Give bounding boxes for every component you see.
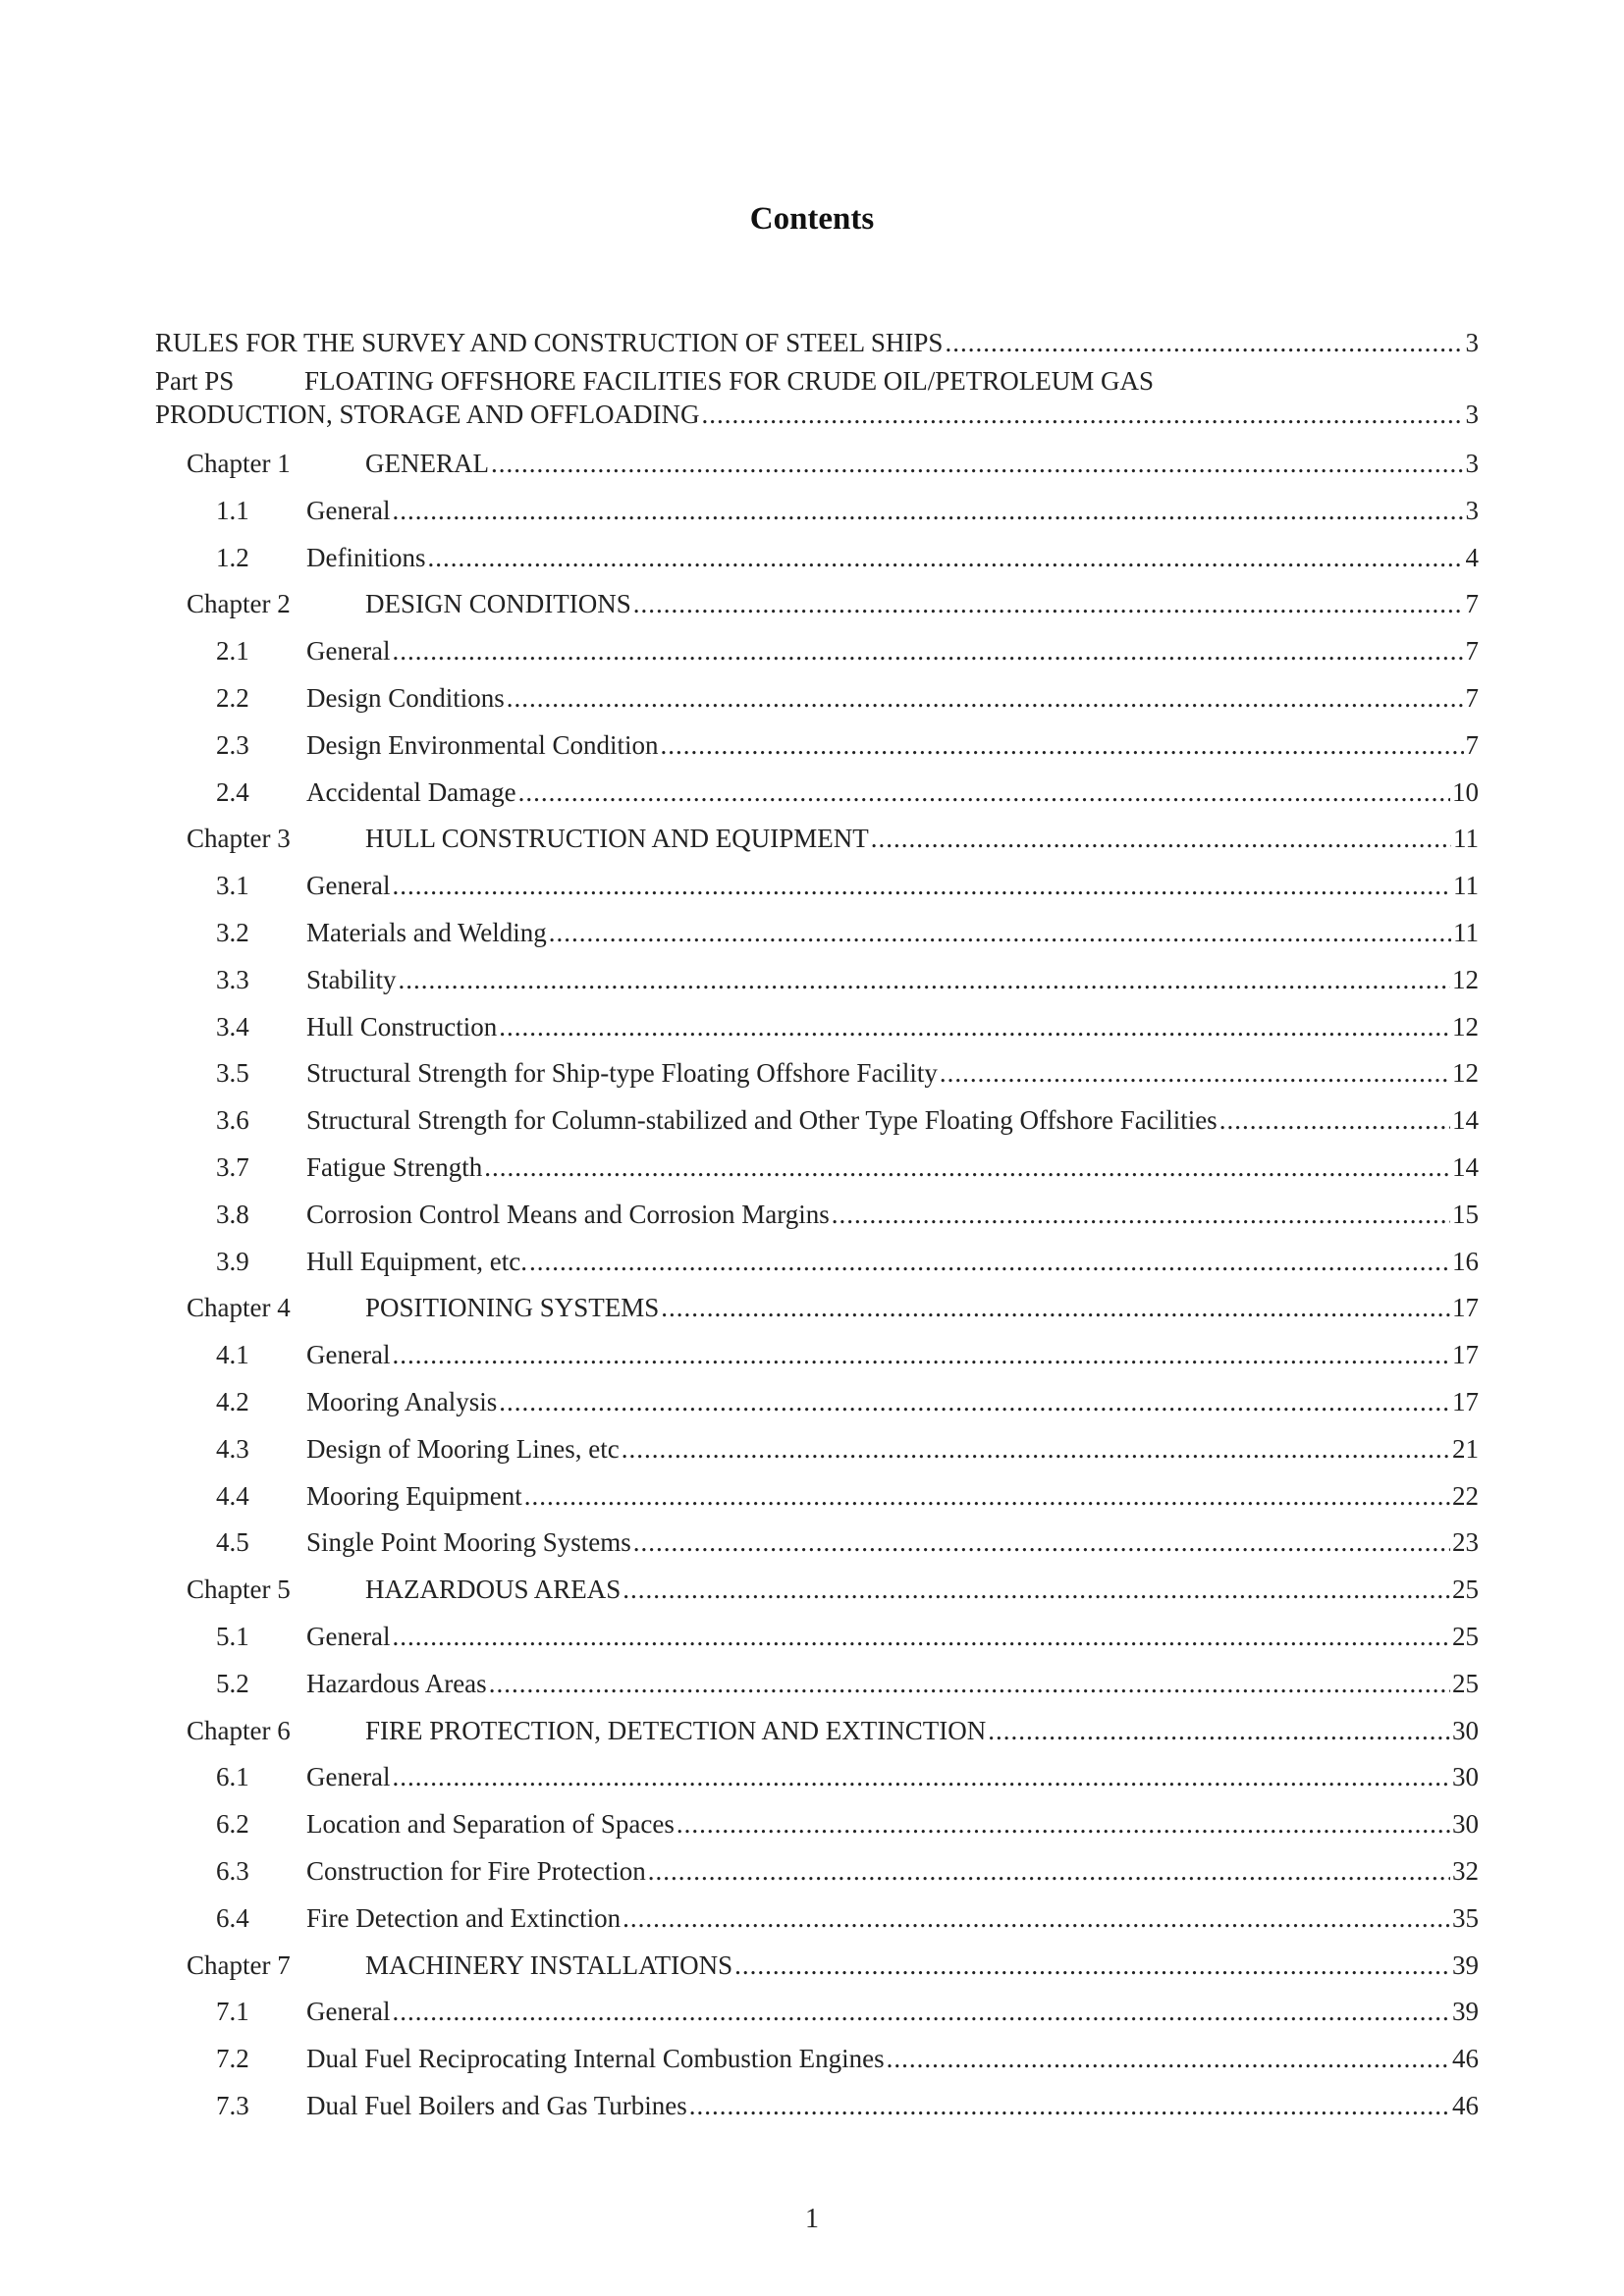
toc-entry-page: 22 bbox=[1452, 1481, 1479, 1511]
toc-entry-number: Chapter 1 bbox=[187, 449, 291, 478]
toc-entry-title: General bbox=[306, 636, 391, 666]
toc-section-entry[interactable] bbox=[216, 1148, 1479, 1187]
toc-section-entry[interactable] bbox=[216, 1804, 1479, 1843]
leader-dots bbox=[648, 1851, 1450, 1891]
toc-entry-number: 1.2 bbox=[216, 543, 249, 572]
toc-entry-title: Design of Mooring Lines, etc bbox=[306, 1434, 620, 1464]
toc-entry-page: 17 bbox=[1452, 1293, 1479, 1322]
toc-section-entry[interactable] bbox=[216, 1429, 1479, 1468]
toc-entry-number: 3.7 bbox=[216, 1152, 249, 1182]
toc-section-entry[interactable] bbox=[216, 866, 1479, 905]
toc-entry-number: Chapter 3 bbox=[187, 824, 291, 853]
toc-entry-number: 2.2 bbox=[216, 683, 249, 713]
toc-entry-number: 3.4 bbox=[216, 1012, 249, 1041]
leader-dots bbox=[633, 1522, 1450, 1562]
toc-entry-title: HAZARDOUS AREAS bbox=[365, 1575, 622, 1604]
toc-entry-title: General bbox=[306, 496, 391, 525]
toc-section-entry[interactable] bbox=[216, 1100, 1479, 1140]
toc-entry-page: 3 bbox=[1465, 496, 1479, 525]
toc-entry-title: Hazardous Areas bbox=[306, 1669, 487, 1698]
toc-section-entry[interactable] bbox=[216, 1522, 1479, 1562]
leader-dots bbox=[399, 960, 1450, 999]
toc-entry-number: 4.3 bbox=[216, 1434, 249, 1464]
leader-dots bbox=[832, 1195, 1450, 1234]
toc-entry-number: 6.3 bbox=[216, 1856, 249, 1886]
toc-section-entry[interactable] bbox=[216, 1476, 1479, 1516]
toc-entry-page: 46 bbox=[1452, 2091, 1479, 2120]
toc-entry-number: 7.1 bbox=[216, 1997, 249, 2026]
leader-dots bbox=[677, 1804, 1450, 1843]
toc-entry-number: 3.2 bbox=[216, 918, 249, 947]
leader-dots bbox=[689, 2086, 1450, 2125]
toc-entry-page: 25 bbox=[1452, 1622, 1479, 1651]
leader-dots bbox=[623, 1570, 1450, 1609]
toc-entry-number: Chapter 4 bbox=[187, 1293, 291, 1322]
toc-entry-page: 30 bbox=[1452, 1809, 1479, 1839]
toc-chapter-entry[interactable] bbox=[187, 1570, 1479, 1609]
toc-entry-page: 25 bbox=[1452, 1669, 1479, 1698]
toc-entry-title: Structural Strength for Column-stabilized and Other Type Floating Offshore Facilities bbox=[306, 1105, 1218, 1135]
leader-dots bbox=[518, 773, 1450, 812]
toc-entry-page: 3 bbox=[1465, 328, 1479, 357]
toc-entry-title: MACHINERY INSTALLATIONS bbox=[365, 1950, 733, 1980]
toc-entry-number: 6.4 bbox=[216, 1903, 249, 1933]
toc-entry-number: 7.3 bbox=[216, 2091, 249, 2120]
toc-entry-page: 17 bbox=[1452, 1387, 1479, 1416]
toc-entry-page: 16 bbox=[1452, 1247, 1479, 1276]
leader-dots bbox=[660, 725, 1463, 765]
toc-entry-number: 6.2 bbox=[216, 1809, 249, 1839]
toc-entry-number: 1.1 bbox=[216, 496, 249, 525]
leader-dots bbox=[633, 584, 1464, 623]
toc-entry-title: Hull Equipment, etc. bbox=[306, 1247, 527, 1276]
toc-entry-title: RULES FOR THE SURVEY AND CONSTRUCTION OF STEEL SHIPS bbox=[155, 328, 944, 357]
toc-section-entry[interactable] bbox=[216, 1664, 1479, 1703]
toc-entry-number: Chapter 5 bbox=[187, 1575, 291, 1604]
toc-entry-number: 4.4 bbox=[216, 1481, 249, 1511]
toc-entry-title: General bbox=[306, 1622, 391, 1651]
toc-section-entry[interactable] bbox=[216, 1757, 1479, 1796]
toc-entry-page: 7 bbox=[1465, 730, 1479, 760]
toc-entry-page: 39 bbox=[1452, 1997, 1479, 2026]
toc-entry-title: Mooring Equipment bbox=[306, 1481, 522, 1511]
toc-entry-page: 17 bbox=[1452, 1340, 1479, 1369]
toc-section-entry[interactable] bbox=[216, 1007, 1479, 1046]
toc-section-entry[interactable] bbox=[216, 1335, 1479, 1374]
toc-section-entry[interactable] bbox=[216, 725, 1479, 765]
toc-section-entry[interactable] bbox=[216, 1898, 1479, 1938]
part-title-line1: FLOATING OFFSHORE FACILITIES FOR CRUDE OIL/PETROLEUM GAS bbox=[304, 366, 1155, 396]
toc-entry-number: 7.2 bbox=[216, 2044, 249, 2073]
toc-entry-title: Design Conditions bbox=[306, 683, 505, 713]
toc-entry-title: Materials and Welding bbox=[306, 918, 547, 947]
toc-entry-page: 30 bbox=[1452, 1762, 1479, 1791]
toc-entry-page: 15 bbox=[1452, 1200, 1479, 1229]
toc-entry-page: 25 bbox=[1452, 1575, 1479, 1604]
leader-dots bbox=[499, 1007, 1450, 1046]
toc-entry-title: General bbox=[306, 871, 391, 900]
leader-dots bbox=[392, 1617, 1450, 1656]
toc-entry-title: Dual Fuel Reciprocating Internal Combustion Engines bbox=[306, 2044, 885, 2073]
toc-section-entry[interactable] bbox=[216, 631, 1479, 670]
leader-dots bbox=[392, 631, 1463, 670]
toc-entry-number: 2.4 bbox=[216, 777, 249, 807]
leader-dots bbox=[524, 1476, 1450, 1516]
toc-entry-page: 39 bbox=[1452, 1950, 1479, 1980]
toc-entry-title: General bbox=[306, 1340, 391, 1369]
leader-dots bbox=[623, 1898, 1450, 1938]
toc-entry-number: 2.3 bbox=[216, 730, 249, 760]
toc-entry-title: Structural Strength for Ship-type Floating Offshore Facility bbox=[306, 1058, 938, 1088]
toc-entry-page: 12 bbox=[1452, 965, 1479, 994]
toc-entry-page: 21 bbox=[1452, 1434, 1479, 1464]
toc-entry-number: Chapter 2 bbox=[187, 589, 291, 618]
toc-entry-page: 3 bbox=[1465, 449, 1479, 478]
leader-dots bbox=[988, 1711, 1450, 1750]
toc-entry-title: Construction for Fire Protection bbox=[306, 1856, 646, 1886]
toc-entry-title: Mooring Analysis bbox=[306, 1387, 498, 1416]
toc-section-entry[interactable] bbox=[216, 538, 1479, 577]
leader-dots bbox=[392, 1757, 1450, 1796]
leader-dots bbox=[507, 678, 1464, 718]
toc-section-entry[interactable] bbox=[216, 773, 1479, 812]
toc-entry-title: Fire Detection and Extinction bbox=[306, 1903, 622, 1933]
toc-entry-title: Corrosion Control Means and Corrosion Margins bbox=[306, 1200, 830, 1229]
toc-entry-title: DESIGN CONDITIONS bbox=[365, 589, 631, 618]
toc-entry-page: 35 bbox=[1452, 1903, 1479, 1933]
toc-entry-number: 3.3 bbox=[216, 965, 249, 994]
leader-dots bbox=[549, 913, 1451, 952]
toc-entry-page: 7 bbox=[1465, 589, 1479, 618]
toc-entry-title: General bbox=[306, 1997, 391, 2026]
toc-entry-title: Design Environmental Condition bbox=[306, 730, 659, 760]
toc-entry-title: POSITIONING SYSTEMS bbox=[365, 1293, 660, 1322]
toc-entry-page: 10 bbox=[1452, 777, 1479, 807]
toc-section-entry[interactable] bbox=[216, 1992, 1479, 2031]
toc-entry-number: 4.1 bbox=[216, 1340, 249, 1369]
toc-entry-title: Location and Separation of Spaces bbox=[306, 1809, 675, 1839]
toc-entry-title: Hull Construction bbox=[306, 1012, 498, 1041]
toc-entry-number: 3.8 bbox=[216, 1200, 249, 1229]
toc-entry-number: 4.2 bbox=[216, 1387, 249, 1416]
toc-chapter-entry[interactable] bbox=[187, 1288, 1479, 1327]
toc-entry-title: HULL CONSTRUCTION AND EQUIPMENT bbox=[365, 824, 869, 853]
toc-entry-page: 4 bbox=[1465, 543, 1479, 572]
leader-dots bbox=[491, 444, 1464, 483]
part-label: Part PS bbox=[155, 366, 235, 396]
leader-dots bbox=[392, 1992, 1450, 2031]
toc-section-entry[interactable] bbox=[216, 1195, 1479, 1234]
toc-entry-page: 3 bbox=[1465, 400, 1479, 429]
toc-entry-page: 14 bbox=[1452, 1105, 1479, 1135]
toc-section-entry[interactable] bbox=[216, 491, 1479, 530]
leader-dots bbox=[499, 1382, 1450, 1421]
toc-chapter-entry[interactable] bbox=[187, 1946, 1479, 1985]
toc-entry-title: General bbox=[306, 1762, 391, 1791]
toc-entry-title: FIRE PROTECTION, DETECTION AND EXTINCTION bbox=[365, 1716, 987, 1745]
toc-entry-title: Fatigue Strength bbox=[306, 1152, 483, 1182]
leader-dots bbox=[392, 866, 1451, 905]
toc-section-entry[interactable] bbox=[216, 1851, 1479, 1891]
toc-entry-page: 46 bbox=[1452, 2044, 1479, 2073]
leader-dots bbox=[661, 1288, 1450, 1327]
leader-dots bbox=[392, 1335, 1450, 1374]
toc-entry-page: 11 bbox=[1453, 871, 1479, 900]
toc-entry-number: 6.1 bbox=[216, 1762, 249, 1791]
toc-chapter-entry[interactable] bbox=[187, 444, 1479, 483]
toc-section-entry[interactable] bbox=[216, 2086, 1479, 2125]
toc-section-entry[interactable] bbox=[216, 1382, 1479, 1421]
leader-dots bbox=[871, 819, 1451, 858]
leader-dots bbox=[428, 538, 1464, 577]
toc-entry-page: 12 bbox=[1452, 1012, 1479, 1041]
leader-dots bbox=[392, 491, 1463, 530]
toc-entry-number: 5.1 bbox=[216, 1622, 249, 1651]
toc-entry-part[interactable] bbox=[155, 395, 1479, 434]
toc-entry-number: 4.5 bbox=[216, 1527, 249, 1557]
toc-entry-number: 3.1 bbox=[216, 871, 249, 900]
toc-entry-page: 32 bbox=[1452, 1856, 1479, 1886]
toc-section-entry[interactable] bbox=[216, 2039, 1479, 2078]
toc-entry-title: Dual Fuel Boilers and Gas Turbines bbox=[306, 2091, 687, 2120]
leader-dots bbox=[622, 1429, 1450, 1468]
page-number: 1 bbox=[805, 2204, 819, 2234]
toc-entry-number: 5.2 bbox=[216, 1669, 249, 1698]
leader-dots bbox=[1219, 1100, 1450, 1140]
toc-chapter-entry[interactable] bbox=[187, 584, 1479, 623]
toc-entry-page: 14 bbox=[1452, 1152, 1479, 1182]
leader-dots bbox=[529, 1242, 1450, 1281]
toc-entry-number: Chapter 7 bbox=[187, 1950, 291, 1980]
leader-dots bbox=[489, 1664, 1450, 1703]
toc-entry-number: 3.6 bbox=[216, 1105, 249, 1135]
leader-dots bbox=[940, 1053, 1450, 1093]
leader-dots bbox=[887, 2039, 1450, 2078]
toc-entry-title: Accidental Damage bbox=[306, 777, 516, 807]
toc-section-entry[interactable] bbox=[216, 960, 1479, 999]
toc-entry-page: 7 bbox=[1465, 636, 1479, 666]
toc-entry-title: GENERAL bbox=[365, 449, 489, 478]
toc-section-entry[interactable] bbox=[216, 1053, 1479, 1093]
toc-entry-title: Stability bbox=[306, 965, 397, 994]
toc-entry-number: Chapter 6 bbox=[187, 1716, 291, 1745]
toc-entry-page: 11 bbox=[1453, 918, 1479, 947]
page-title: Contents bbox=[749, 201, 875, 237]
part-title-line2: PRODUCTION, STORAGE AND OFFLOADING bbox=[155, 400, 700, 429]
toc-entry-page: 12 bbox=[1452, 1058, 1479, 1088]
toc-entry-page: 30 bbox=[1452, 1716, 1479, 1745]
toc-section-entry[interactable] bbox=[216, 1617, 1479, 1656]
leader-dots bbox=[484, 1148, 1450, 1187]
toc-chapter-entry[interactable] bbox=[187, 819, 1479, 858]
toc-entry-page: 11 bbox=[1453, 824, 1479, 853]
toc-entry-page: 7 bbox=[1465, 683, 1479, 713]
leader-dots bbox=[734, 1946, 1450, 1985]
toc-entry-title: Single Point Mooring Systems bbox=[306, 1527, 631, 1557]
toc-entry-title: Definitions bbox=[306, 543, 426, 572]
toc-entry-page: 23 bbox=[1452, 1527, 1479, 1557]
leader-dots bbox=[945, 323, 1463, 362]
toc-section-entry[interactable] bbox=[216, 913, 1479, 952]
toc-entry-number: 2.1 bbox=[216, 636, 249, 666]
toc-entry-number: 3.9 bbox=[216, 1247, 249, 1276]
toc-section-entry[interactable] bbox=[216, 678, 1479, 718]
toc-section-entry[interactable] bbox=[216, 1242, 1479, 1281]
toc-chapter-entry[interactable] bbox=[187, 1711, 1479, 1750]
toc-entry-rules[interactable] bbox=[155, 323, 1479, 362]
toc-entry-number: 3.5 bbox=[216, 1058, 249, 1088]
leader-dots bbox=[702, 395, 1464, 434]
